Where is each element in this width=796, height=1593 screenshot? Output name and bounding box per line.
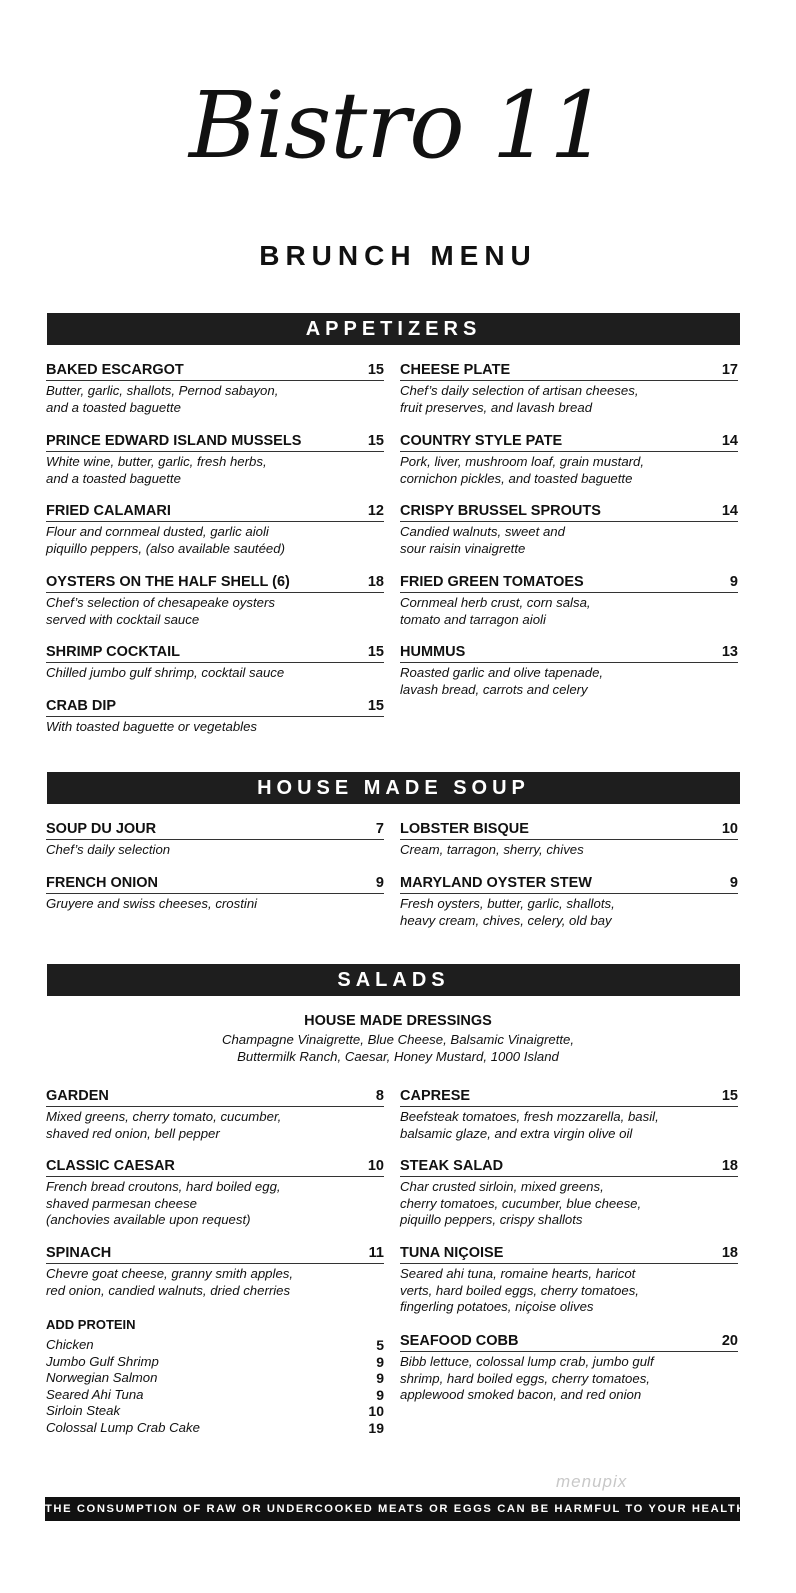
item-description: Beefsteak tomatoes, fresh mozzarella, basil, balsamic glaze, and extra virgin olive oil [400, 1109, 659, 1141]
item-price: 20 [721, 1333, 738, 1349]
dressings-title: HOUSE MADE DRESSINGS [304, 1013, 492, 1029]
menu-item [46, 874, 384, 913]
item-description: Chef’s daily selection [46, 842, 171, 857]
item-price: 15 [367, 644, 384, 660]
protein-name: Seared Ahi Tuna [46, 1386, 144, 1402]
protein-price: 9 [376, 1353, 384, 1370]
item-price: 18 [367, 574, 384, 590]
protein-name: Norwegian Salmon [46, 1370, 158, 1386]
menu-item [46, 1157, 384, 1229]
protein-price: 9 [376, 1386, 384, 1403]
item-description: Cornmeal herb crust, corn salsa, tomato and tarragon aioli [400, 595, 591, 627]
item-price: 14 [721, 503, 738, 519]
item-name: SHRIMP COCKTAIL [46, 644, 180, 660]
item-name: FRIED CALAMARI [46, 503, 171, 519]
item-price: 17 [721, 362, 738, 378]
item-name: MARYLAND OYSTER STEW [400, 875, 592, 891]
protein-row [46, 1403, 384, 1420]
item-price: 18 [721, 1245, 738, 1261]
menu-item [400, 1157, 738, 1229]
item-description: Chef’s daily selection of artisan cheeses, fruit preserves, and lavash bread [400, 383, 639, 415]
protein-row [46, 1370, 384, 1387]
menu-item [46, 432, 384, 487]
menu-item [46, 697, 384, 736]
item-name: SOUP DU JOUR [46, 821, 157, 837]
menu-item [46, 573, 384, 628]
protein-price: 5 [376, 1337, 384, 1353]
menu-item [400, 1244, 738, 1316]
item-name: GARDEN [46, 1088, 109, 1104]
item-name: COUNTRY STYLE PATE [400, 433, 563, 449]
health-warning-footer: THE CONSUMPTION OF RAW OR UNDERCOOKED MEATS OR EGGS CAN BE HARMFUL TO YOUR HEALTH. [45, 1497, 740, 1521]
menu-item [400, 1332, 738, 1404]
item-description: Roasted garlic and olive tapenade, lavash bread, carrots and celery [400, 665, 604, 697]
item-price: 10 [367, 1158, 384, 1174]
restaurant-logo: Bistro 11 [189, 72, 607, 179]
add-protein-list [46, 1337, 384, 1437]
item-name: CRAB DIP [46, 698, 117, 714]
item-price: 15 [367, 433, 384, 449]
item-price: 11 [368, 1245, 384, 1261]
protein-name: Jumbo Gulf Shrimp [46, 1353, 159, 1369]
menu-item [46, 643, 384, 682]
item-price: 10 [721, 821, 738, 837]
item-description: Char crusted sirloin, mixed greens, cherry tomatoes, cucumber, blue cheese, piquillo peppers, crispy shallots [400, 1179, 642, 1227]
menu-item [46, 502, 384, 557]
item-name: STEAK SALAD [400, 1158, 504, 1174]
menu-item [400, 432, 738, 487]
protein-name: Colossal Lump Crab Cake [46, 1419, 200, 1435]
item-price: 15 [721, 1088, 738, 1104]
dressings-list: Champagne Vinaigrette, Blue Cheese, Balsamic Vinaigrette, Buttermilk Ranch, Caesar, Honey Mustard, 1000 Island [221, 1032, 575, 1064]
menu-item [400, 573, 738, 628]
item-name: SEAFOOD COBB [400, 1333, 519, 1349]
protein-row [46, 1354, 384, 1371]
item-description: Chilled jumbo gulf shrimp, cocktail sauce [46, 665, 285, 680]
appetizers-heading: APPETIZERS [47, 313, 740, 345]
item-price: 18 [721, 1158, 738, 1174]
item-description: Flour and cornmeal dusted, garlic aioli piquillo peppers, (also available sautéed) [46, 524, 285, 556]
item-price: 15 [367, 698, 384, 714]
menu-item [46, 1087, 384, 1142]
item-price: 14 [721, 433, 738, 449]
item-name: PRINCE EDWARD ISLAND MUSSELS [46, 433, 302, 449]
menu-item [46, 820, 384, 859]
protein-name: Chicken [46, 1337, 94, 1352]
menu-title: BRUNCH MENU [259, 240, 537, 271]
protein-row [46, 1337, 384, 1354]
menu-item [46, 1244, 384, 1299]
item-description: White wine, butter, garlic, fresh herbs, and a toasted baguette [46, 454, 267, 486]
item-name: FRENCH ONION [46, 875, 158, 891]
item-name: OYSTERS ON THE HALF SHELL (6) [46, 574, 290, 590]
menu-item [400, 502, 738, 557]
item-name: CRISPY BRUSSEL SPROUTS [400, 503, 601, 519]
item-description: Pork, liver, mushroom loaf, grain mustard, cornichon pickles, and toasted baguette [400, 454, 645, 486]
item-description: Mixed greens, cherry tomato, cucumber, shaved red onion, bell pepper [46, 1109, 282, 1141]
item-price: 12 [367, 503, 384, 519]
item-description: Seared ahi tuna, romaine hearts, haricot verts, hard boiled eggs, cherry tomatoes, fingerling potatoes, niçoise olives [400, 1266, 639, 1314]
item-description: Butter, garlic, shallots, Pernod sabayon, and a toasted baguette [46, 383, 279, 415]
item-description: With toasted baguette or vegetables [46, 719, 258, 734]
item-price: 8 [375, 1088, 384, 1104]
item-price: 9 [729, 875, 738, 891]
protein-row [46, 1387, 384, 1404]
menu-item [400, 874, 738, 929]
item-name: TUNA NIÇOISE [400, 1245, 504, 1261]
item-price: 9 [375, 875, 384, 891]
item-description: Bibb lettuce, colossal lump crab, jumbo gulf shrimp, hard boiled eggs, cherry tomatoes, applewood smoked bacon, and red onion [400, 1354, 654, 1402]
protein-row [46, 1420, 384, 1437]
item-name: SPINACH [46, 1245, 112, 1261]
add-protein-title: ADD PROTEIN [46, 1317, 136, 1332]
item-description: Candied walnuts, sweet and sour raisin vinaigrette [400, 524, 565, 556]
item-description: Chevre goat cheese, granny smith apples, red onion, candied walnuts, dried cherries [46, 1266, 294, 1298]
item-name: CHEESE PLATE [400, 362, 511, 378]
item-description: Gruyere and swiss cheeses, crostini [46, 896, 258, 911]
item-description: Cream, tarragon, sherry, chives [400, 842, 584, 857]
menu-item [400, 361, 738, 416]
soup-heading: HOUSE MADE SOUP [47, 772, 740, 804]
item-price: 9 [729, 574, 738, 590]
salads-heading: SALADS [47, 964, 740, 996]
protein-price: 9 [376, 1370, 384, 1387]
item-price: 13 [721, 644, 738, 660]
protein-price: 19 [368, 1419, 384, 1436]
menu-item [400, 1087, 738, 1142]
menu-item [46, 361, 384, 416]
item-price: 15 [367, 362, 384, 378]
item-name: CLASSIC CAESAR [46, 1158, 175, 1174]
protein-price: 10 [368, 1403, 384, 1420]
menu-item [400, 643, 738, 698]
item-name: BAKED ESCARGOT [46, 362, 184, 378]
menu-item [400, 820, 738, 859]
watermark: menupix [556, 1472, 628, 1491]
item-name: FRIED GREEN TOMATOES [400, 574, 584, 590]
item-name: CAPRESE [400, 1088, 471, 1104]
item-name: LOBSTER BISQUE [400, 821, 529, 837]
item-price: 7 [375, 821, 384, 837]
item-description: Chef’s selection of chesapeake oysters served with cocktail sauce [46, 595, 275, 627]
item-name: HUMMUS [400, 644, 466, 660]
protein-name: Sirloin Steak [46, 1403, 121, 1419]
item-description: Fresh oysters, butter, garlic, shallots, heavy cream, chives, celery, old bay [400, 896, 615, 928]
item-description: French bread croutons, hard boiled egg, shaved parmesan cheese (anchovies available upon request) [46, 1179, 281, 1227]
